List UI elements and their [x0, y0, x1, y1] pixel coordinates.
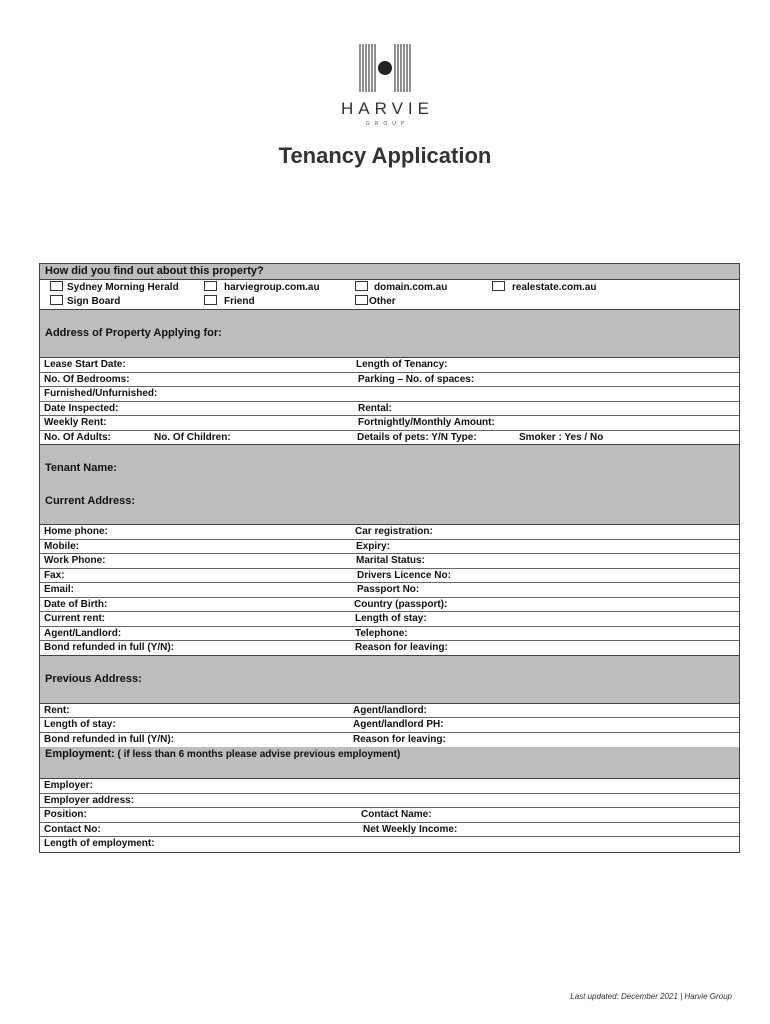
find-out-options [40, 280, 739, 310]
form-row [40, 823, 739, 838]
marital-status-field[interactable]: Marital Status: [356, 555, 425, 566]
country-passport-field[interactable]: Country (passport): [354, 598, 448, 610]
work-phone-field[interactable]: Work Phone: [44, 555, 106, 566]
checkbox-icon[interactable] [50, 295, 63, 305]
footer-note: Last updated: December 2021 | Harvie Group [570, 992, 732, 1001]
employer-address-field[interactable]: Employer address: [44, 794, 135, 806]
prev-reason-field[interactable]: Reason for leaving: [353, 733, 446, 745]
form-row [40, 358, 739, 373]
form-row [40, 837, 739, 852]
option-realestate[interactable]: realestate.com.au [492, 282, 597, 293]
form-row [40, 525, 739, 540]
form-row [40, 733, 739, 748]
option-domain[interactable]: domain.com.au [355, 282, 447, 293]
dob-field[interactable]: Date of Birth: [44, 598, 108, 610]
date-inspected-field[interactable]: Date Inspected: [44, 402, 119, 414]
form-row [40, 387, 739, 402]
email-field[interactable]: Email: [44, 584, 75, 595]
net-income-field[interactable]: Net Weekly Income: [363, 823, 458, 835]
brand-name: HARVIE [341, 99, 434, 118]
prev-agent-ph-field[interactable]: Agent/landlord PH: [353, 719, 444, 730]
form-row [40, 779, 739, 794]
option-friend[interactable]: Friend [204, 296, 255, 307]
property-address-section [40, 310, 739, 358]
option-harviegroup[interactable]: harviegroup.com.au [204, 282, 320, 293]
prev-agent-field[interactable]: Agent/landlord: [353, 704, 427, 716]
checkbox-icon[interactable] [355, 281, 368, 291]
form-row [40, 718, 739, 733]
brand-subtitle: GROUP [365, 121, 410, 127]
previous-address-label: Previous Address: [45, 672, 142, 685]
form-row [40, 554, 739, 569]
prev-rent-field[interactable]: Rent: [44, 704, 70, 716]
form-row [40, 431, 739, 446]
passport-field[interactable]: Passport No: [357, 584, 420, 595]
page-title: Tenancy Application [278, 143, 492, 168]
expiry-field[interactable]: Expiry: [356, 540, 390, 552]
home-phone-field[interactable]: Home phone: [44, 526, 108, 537]
option-sign-board[interactable]: Sign Board [50, 296, 120, 307]
furnished-field[interactable]: Furnished/Unfurnished: [44, 388, 158, 399]
contact-no-field[interactable]: Contact No: [44, 823, 101, 835]
form-row [40, 569, 739, 584]
lease-start-field[interactable]: Lease Start Date: [44, 359, 126, 370]
drivers-licence-field[interactable]: Drivers Licence No: [357, 569, 451, 581]
tenant-name-label: Tenant Name: [45, 462, 117, 474]
current-rent-field[interactable]: Current rent: [44, 613, 106, 624]
bond-refunded-field[interactable]: Bond refunded in full (Y/N): [44, 642, 174, 653]
contact-name-field[interactable]: Contact Name: [361, 809, 432, 820]
current-address-label: Current Address: [45, 495, 136, 507]
position-field[interactable]: Position: [44, 809, 87, 820]
checkbox-icon[interactable] [492, 281, 505, 291]
tenant-section [40, 445, 739, 525]
bedrooms-field[interactable]: No. Of Bedrooms: [44, 373, 130, 385]
length-stay-field[interactable]: Length of stay: [355, 613, 427, 624]
employment-note: ( if less than 6 months please advise previous employment) [114, 749, 401, 760]
parking-field[interactable]: Parking – No. of spaces: [358, 373, 475, 385]
employment-label: Employment: ( if less than 6 months please advise previous employment) [45, 748, 401, 760]
employer-field[interactable]: Employer: [44, 780, 93, 791]
mobile-field[interactable]: Mobile: [44, 540, 79, 552]
rental-field[interactable]: Rental: [358, 402, 392, 414]
length-tenancy-field[interactable]: Length of Tenancy: [356, 359, 448, 370]
children-field[interactable]: No. Of Children: [154, 431, 231, 443]
adults-field[interactable]: No. Of Adults: [44, 431, 111, 443]
prev-bond-field[interactable]: Bond refunded in full (Y/N): [44, 733, 174, 745]
form-row [40, 794, 739, 809]
telephone-field[interactable]: Telephone: [355, 627, 408, 639]
form-row [40, 373, 739, 388]
employment-section [40, 747, 739, 779]
previous-address-section [40, 656, 739, 704]
form-row [40, 598, 739, 613]
weekly-rent-field[interactable]: Weekly Rent: [44, 417, 107, 428]
form-row [40, 704, 739, 719]
form-row [40, 540, 739, 555]
checkbox-icon[interactable] [204, 295, 217, 305]
checkbox-icon[interactable] [355, 295, 368, 305]
application-form [39, 263, 740, 853]
checkbox-icon[interactable] [204, 281, 217, 291]
form-row [40, 583, 739, 598]
smoker-field[interactable]: Smoker : Yes / No [519, 431, 604, 443]
checkbox-icon[interactable] [50, 281, 63, 291]
form-row [40, 402, 739, 417]
form-row [40, 612, 739, 627]
fortnightly-amount-field[interactable]: Fortnightly/Monthly Amount: [358, 417, 495, 428]
agent-landlord-field[interactable]: Agent/Landlord: [44, 627, 122, 639]
form-row [40, 627, 739, 642]
car-registration-field[interactable]: Car registration: [355, 526, 433, 537]
length-employment-field[interactable]: Length of employment: [44, 838, 155, 849]
reason-leaving-field[interactable]: Reason for leaving: [355, 642, 448, 653]
pets-field[interactable]: Details of pets: Y/N Type: [357, 431, 477, 443]
form-row [40, 416, 739, 431]
option-other[interactable]: Other [355, 296, 396, 307]
find-out-heading: How did you find out about this property? [40, 264, 739, 280]
option-smh[interactable]: Sydney Morning Herald [50, 282, 179, 293]
property-address-label: Address of Property Applying for: [45, 327, 222, 339]
form-row [40, 808, 739, 823]
fax-field[interactable]: Fax: [44, 569, 65, 581]
prev-length-stay-field[interactable]: Length of stay: [44, 719, 116, 730]
harvie-logo-icon [358, 44, 412, 92]
form-row [40, 641, 739, 656]
